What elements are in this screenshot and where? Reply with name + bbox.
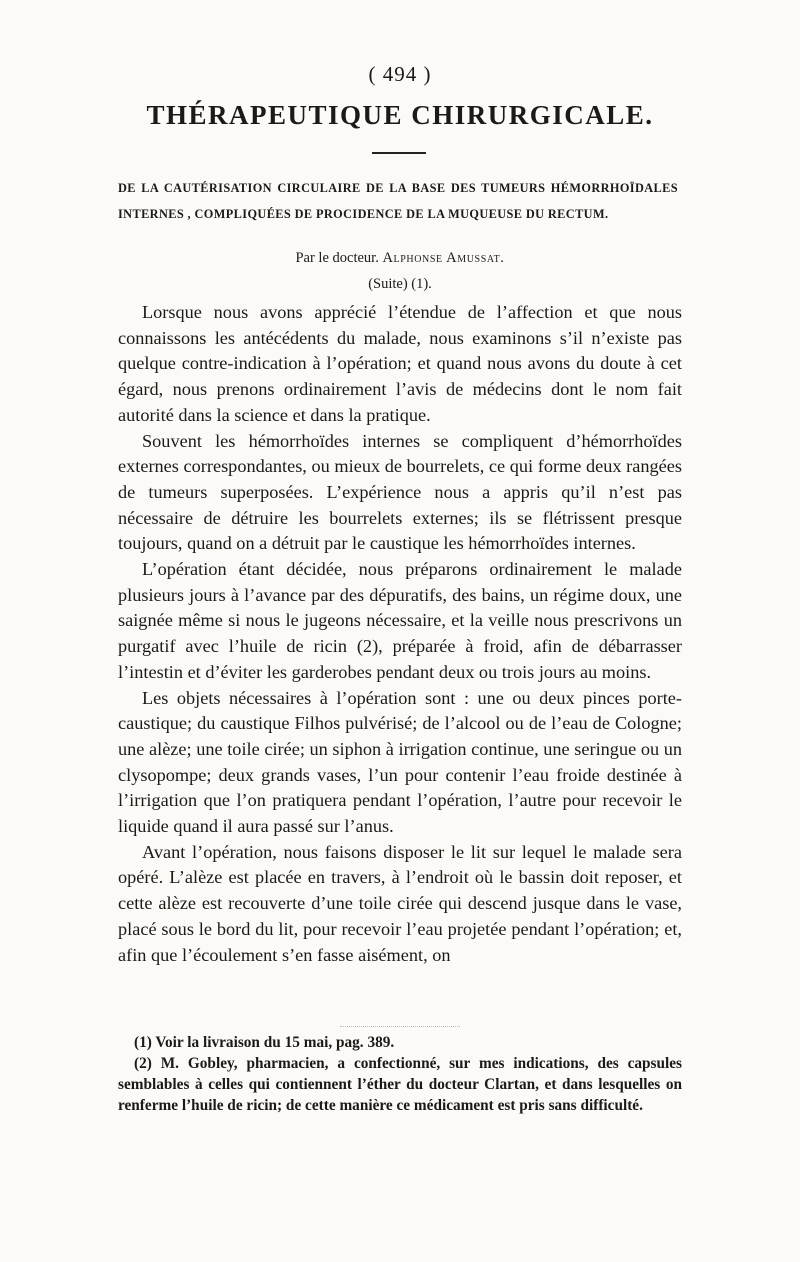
author-name: Alphonse Amussat. [382,250,505,266]
author-line [0,250,800,267]
footnote: (1) Voir la livraison du 15 mai, pag. 389. [134,1034,395,1051]
footnote: (2) M. Gobley, pharmacien, a confectionné, sur mes indications, des capsules semblables à celles qui contiennent l’éther du docteur Clartan, et dans lesquelles on renferme l’huile de ricin; de cette manière ce médicament est pris sans difficulté. [118,1055,682,1114]
title-rule [372,152,426,154]
author-prefix: Par le docteur. [295,250,379,266]
paragraph: Souvent les hémorrhoïdes internes se compliquent d’hémorrhoïdes externes correspondantes, ou mieux de bourrelets, ce qui forme deux rangées de tumeurs superposées. L’expérience nous a appris qu’il n’est pas nécessaire de détruire les bourrelets externes; ils se flétrissent presque toujours, quand on a détruit par le caustique les hémorrhoïdes internes. [118,430,682,554]
paragraph: Les objets nécessaires à l’opération sont : une ou deux pinces porte-caustique; du caustique Filhos pulvérisé; de l’alcool ou de l’eau de Cologne; une alèze; une toile cirée; un siphon à irrigation continue, une seringue ou un clysopompe; deux grands vases, l’un pour contenir l’eau froide destinée à l’irrigation que l’on pratiquera pendant l’opération, l’autre pour recevoir le liquide quand il aura passé sur l’anus. [118,687,682,837]
paragraph: Avant l’opération, nous faisons disposer le lit sur lequel le malade sera opéré. L’alèze est placée en travers, à l’endroit où le bassin doit reposer, et cette alèze est recouverte d’une toile cirée qui descend jusque dans le vase, placé sous le bord du lit, pour recevoir l’eau projetée pendant l’opération; et, afin que l’écoulement s’en fasse aisément, on [118,841,682,965]
body-text [118,300,682,968]
footnotes [118,1032,682,1116]
paragraph: L’opération étant décidée, nous préparons ordinairement le malade plusieurs jours à l’avance par des dépuratifs, des bains, un régime doux, une saignée même si nous le jugeons nécessaire, et la veille nous prescrivons un purgatif avec l’huile de ricin (2), préparée à froid, afin de débarrasser l’intestin et d’éviter les garderobes pendant deux ou trois jours au moins. [118,559,682,682]
footnote-separator [340,1026,460,1027]
suite-note: (Suite) (1). [368,276,432,292]
section-title: THÉRAPEUTIQUE CHIRURGICALE. [146,100,654,130]
page-number: ( 494 ) [368,62,432,86]
article-subtitle: DE LA CAUTÉRISATION CIRCULAIRE DE LA BASE DES TUMEURS HÉMORRHOÏDALES INTERNES , COMPLIQUÉES DE PROCIDENCE DE LA MUQUEUSE DU RECTUM. [118,181,678,221]
paragraph: Lorsque nous avons apprécié l’étendue de l’affection et que nous connaissons les antécédents du malade, nous examinons s’il n’existe pas quelque contre-indication à l’opération; et quand nous avons du doute à cet égard, nous prenons ordinairement l’avis de médecins dont le nom fait autorité dans la science et dans la pratique. [118,302,682,425]
